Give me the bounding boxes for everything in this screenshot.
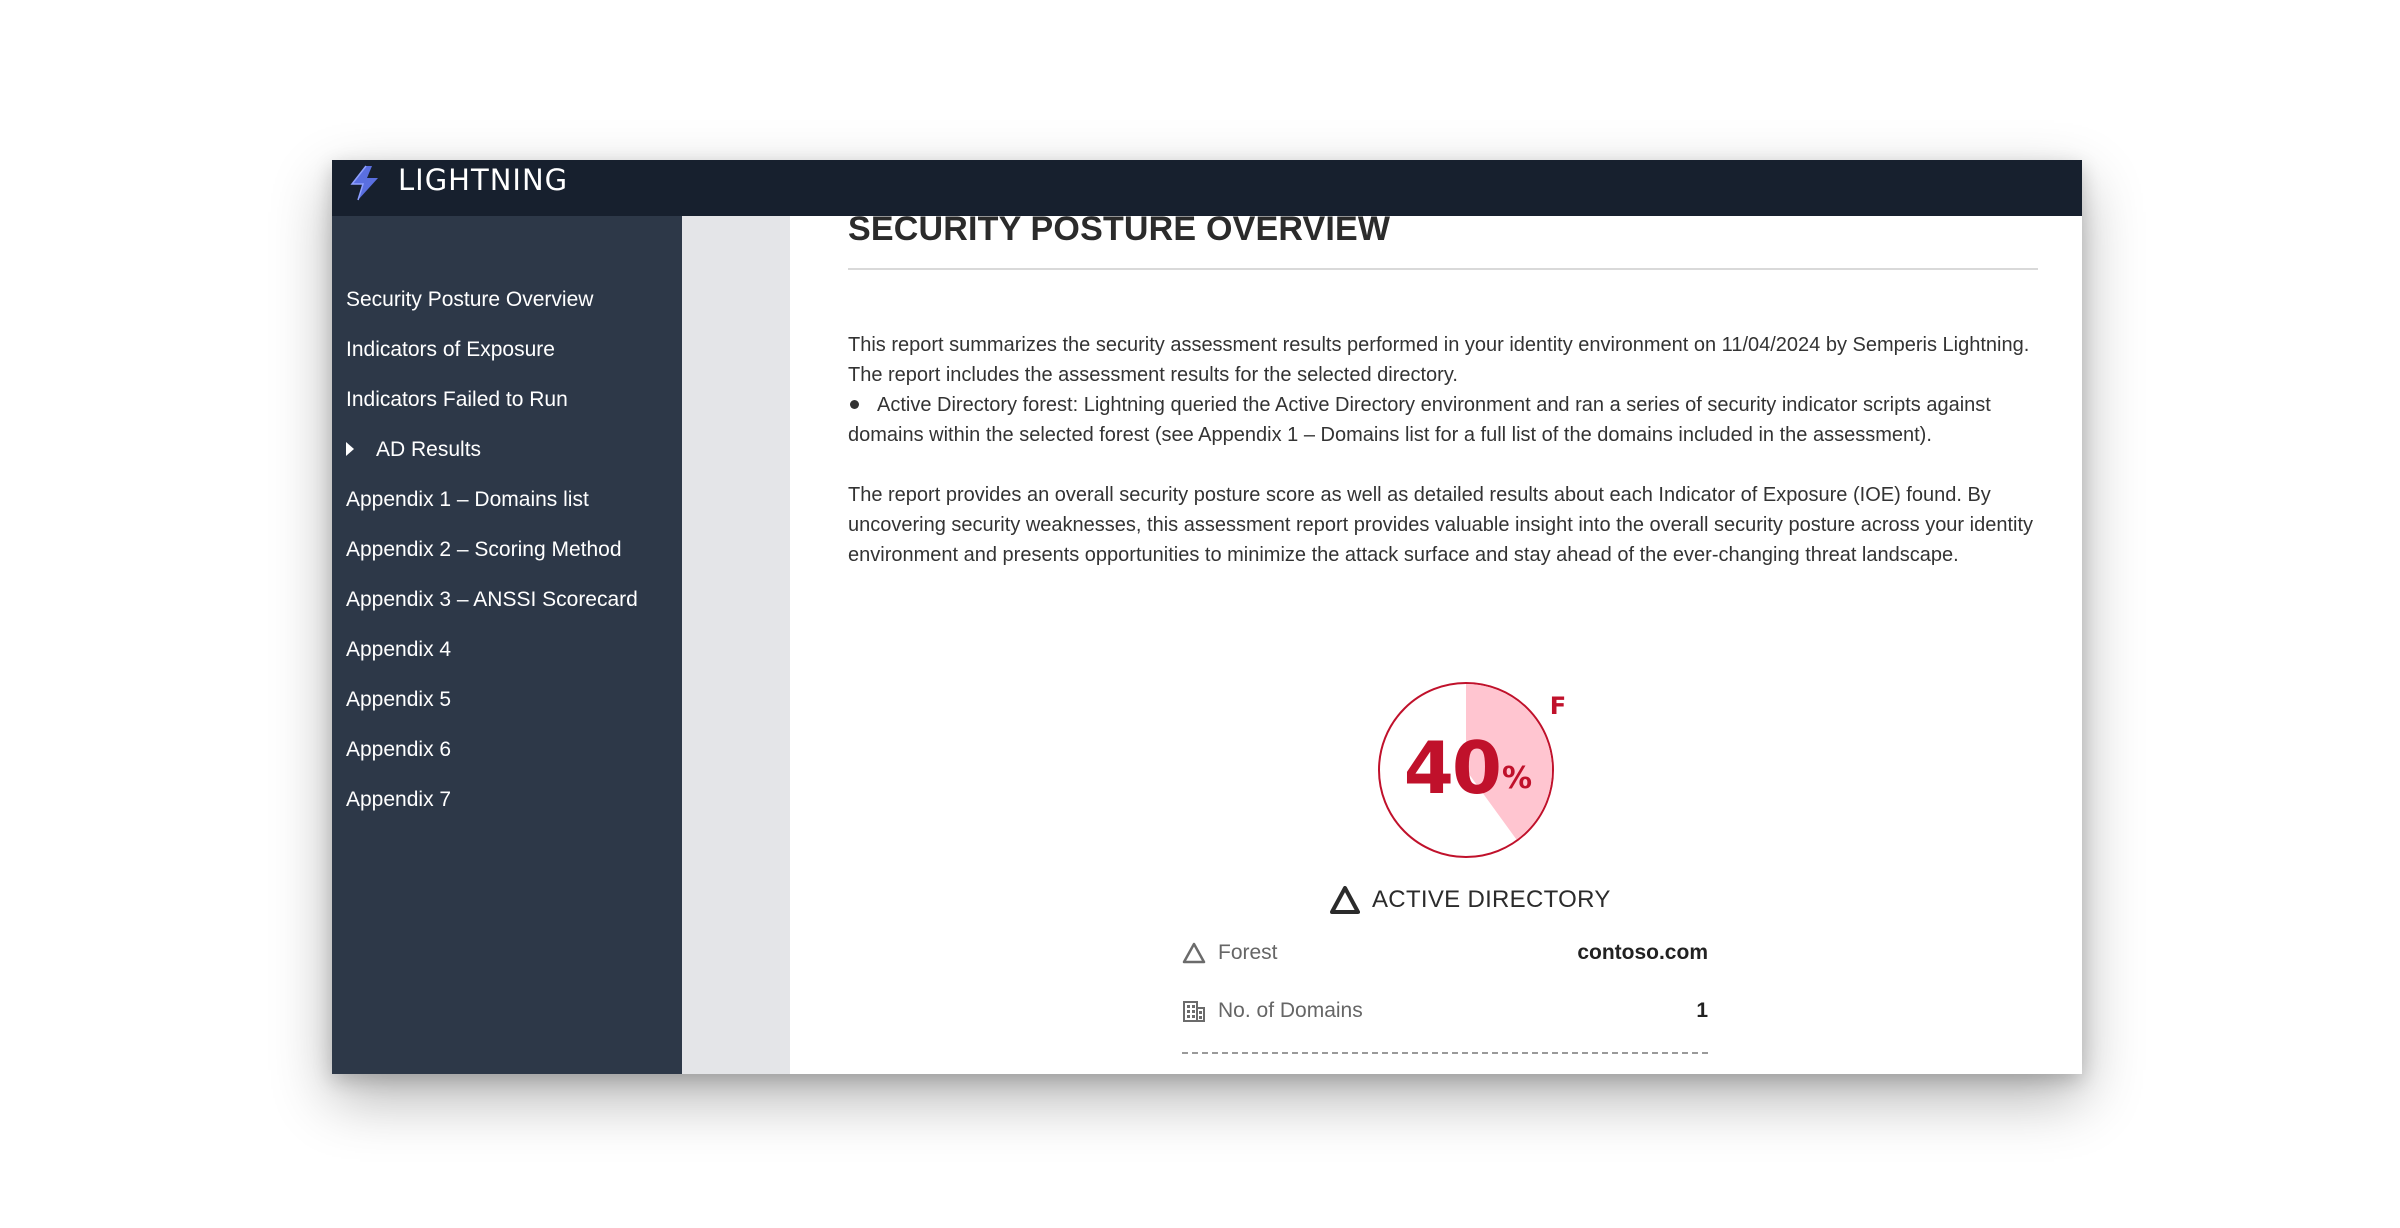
page-title: SECURITY POSTURE OVERVIEW — [848, 216, 1391, 248]
forest-row — [1182, 938, 1708, 968]
forest-value: contoso.com — [1577, 941, 1708, 964]
sidebar-item-appendix-7[interactable]: Appendix 7 — [346, 788, 452, 811]
score-unit: % — [1502, 761, 1533, 796]
domains-value: 1 — [1696, 999, 1708, 1022]
forest-label: Forest — [1218, 941, 1278, 964]
building-icon — [1182, 999, 1206, 1023]
sidebar-item-appendix-2[interactable]: Appendix 2 – Scoring Method — [346, 538, 622, 561]
sidebar-item-appendix-3[interactable]: Appendix 3 – ANSSI Scorecard — [346, 588, 638, 611]
top-bar — [332, 160, 2082, 216]
title-divider — [848, 268, 2038, 270]
active-directory-heading — [1330, 882, 1611, 918]
lightning-bolt-icon — [344, 162, 386, 204]
sidebar-item-ad-results[interactable]: AD Results — [376, 438, 482, 461]
grade-badge: F — [1538, 686, 1578, 726]
sidebar-item-appendix-4[interactable]: Appendix 4 — [346, 638, 452, 661]
app-title: LIGHTNING — [398, 163, 569, 197]
intro-paragraph: This report summarizes the security assessment results performed in your identity environment on 11/04/2024 by Semperis Lightning. The report includes the assessment results for the selected directory. — [848, 334, 2030, 386]
sidebar-nav — [332, 216, 682, 1074]
active-directory-label: ACTIVE DIRECTORY — [1372, 886, 1611, 913]
summary-paragraph: The report provides an overall security posture score as well as detailed results about each Indicator of Exposure (IOE) found. By uncovering security weaknesses, this assessment report provides valuable insight into the overall security posture across your identity environment and presents opportunities to minimize the attack surface and stay ahead of the ever-changing threat landscape. — [848, 484, 2034, 566]
domains-label: No. of Domains — [1218, 999, 1363, 1022]
sidebar-item-appendix-6[interactable]: Appendix 6 — [346, 738, 452, 761]
score-value: 40 — [1403, 726, 1500, 810]
sidebar-item-security-posture-overview[interactable]: Security Posture Overview — [346, 288, 594, 311]
triangle-icon — [1330, 886, 1360, 914]
triangle-outline-icon — [1182, 942, 1206, 964]
report-content — [790, 216, 2082, 1074]
caret-right-icon[interactable] — [346, 442, 354, 456]
bullet-icon — [850, 400, 859, 409]
bullet-text: Active Directory forest: Lightning queried the Active Directory environment and ran a series of security indicator scripts against domains within the selected forest (see Appendix 1 – Domains list for a full list of the domains included in the assessment). — [848, 394, 1991, 446]
app-window — [332, 160, 2082, 1074]
section-divider — [1182, 1052, 1708, 1054]
bullet-item — [848, 390, 2038, 450]
sidebar-item-indicators-failed-to-run[interactable]: Indicators Failed to Run — [346, 388, 568, 411]
sidebar-item-indicators-of-exposure[interactable]: Indicators of Exposure — [346, 338, 555, 361]
sidebar-item-appendix-5[interactable]: Appendix 5 — [346, 688, 452, 711]
domains-row — [1182, 996, 1708, 1026]
sidebar-item-appendix-1[interactable]: Appendix 1 – Domains list — [346, 488, 589, 511]
content-gutter — [682, 216, 790, 1074]
